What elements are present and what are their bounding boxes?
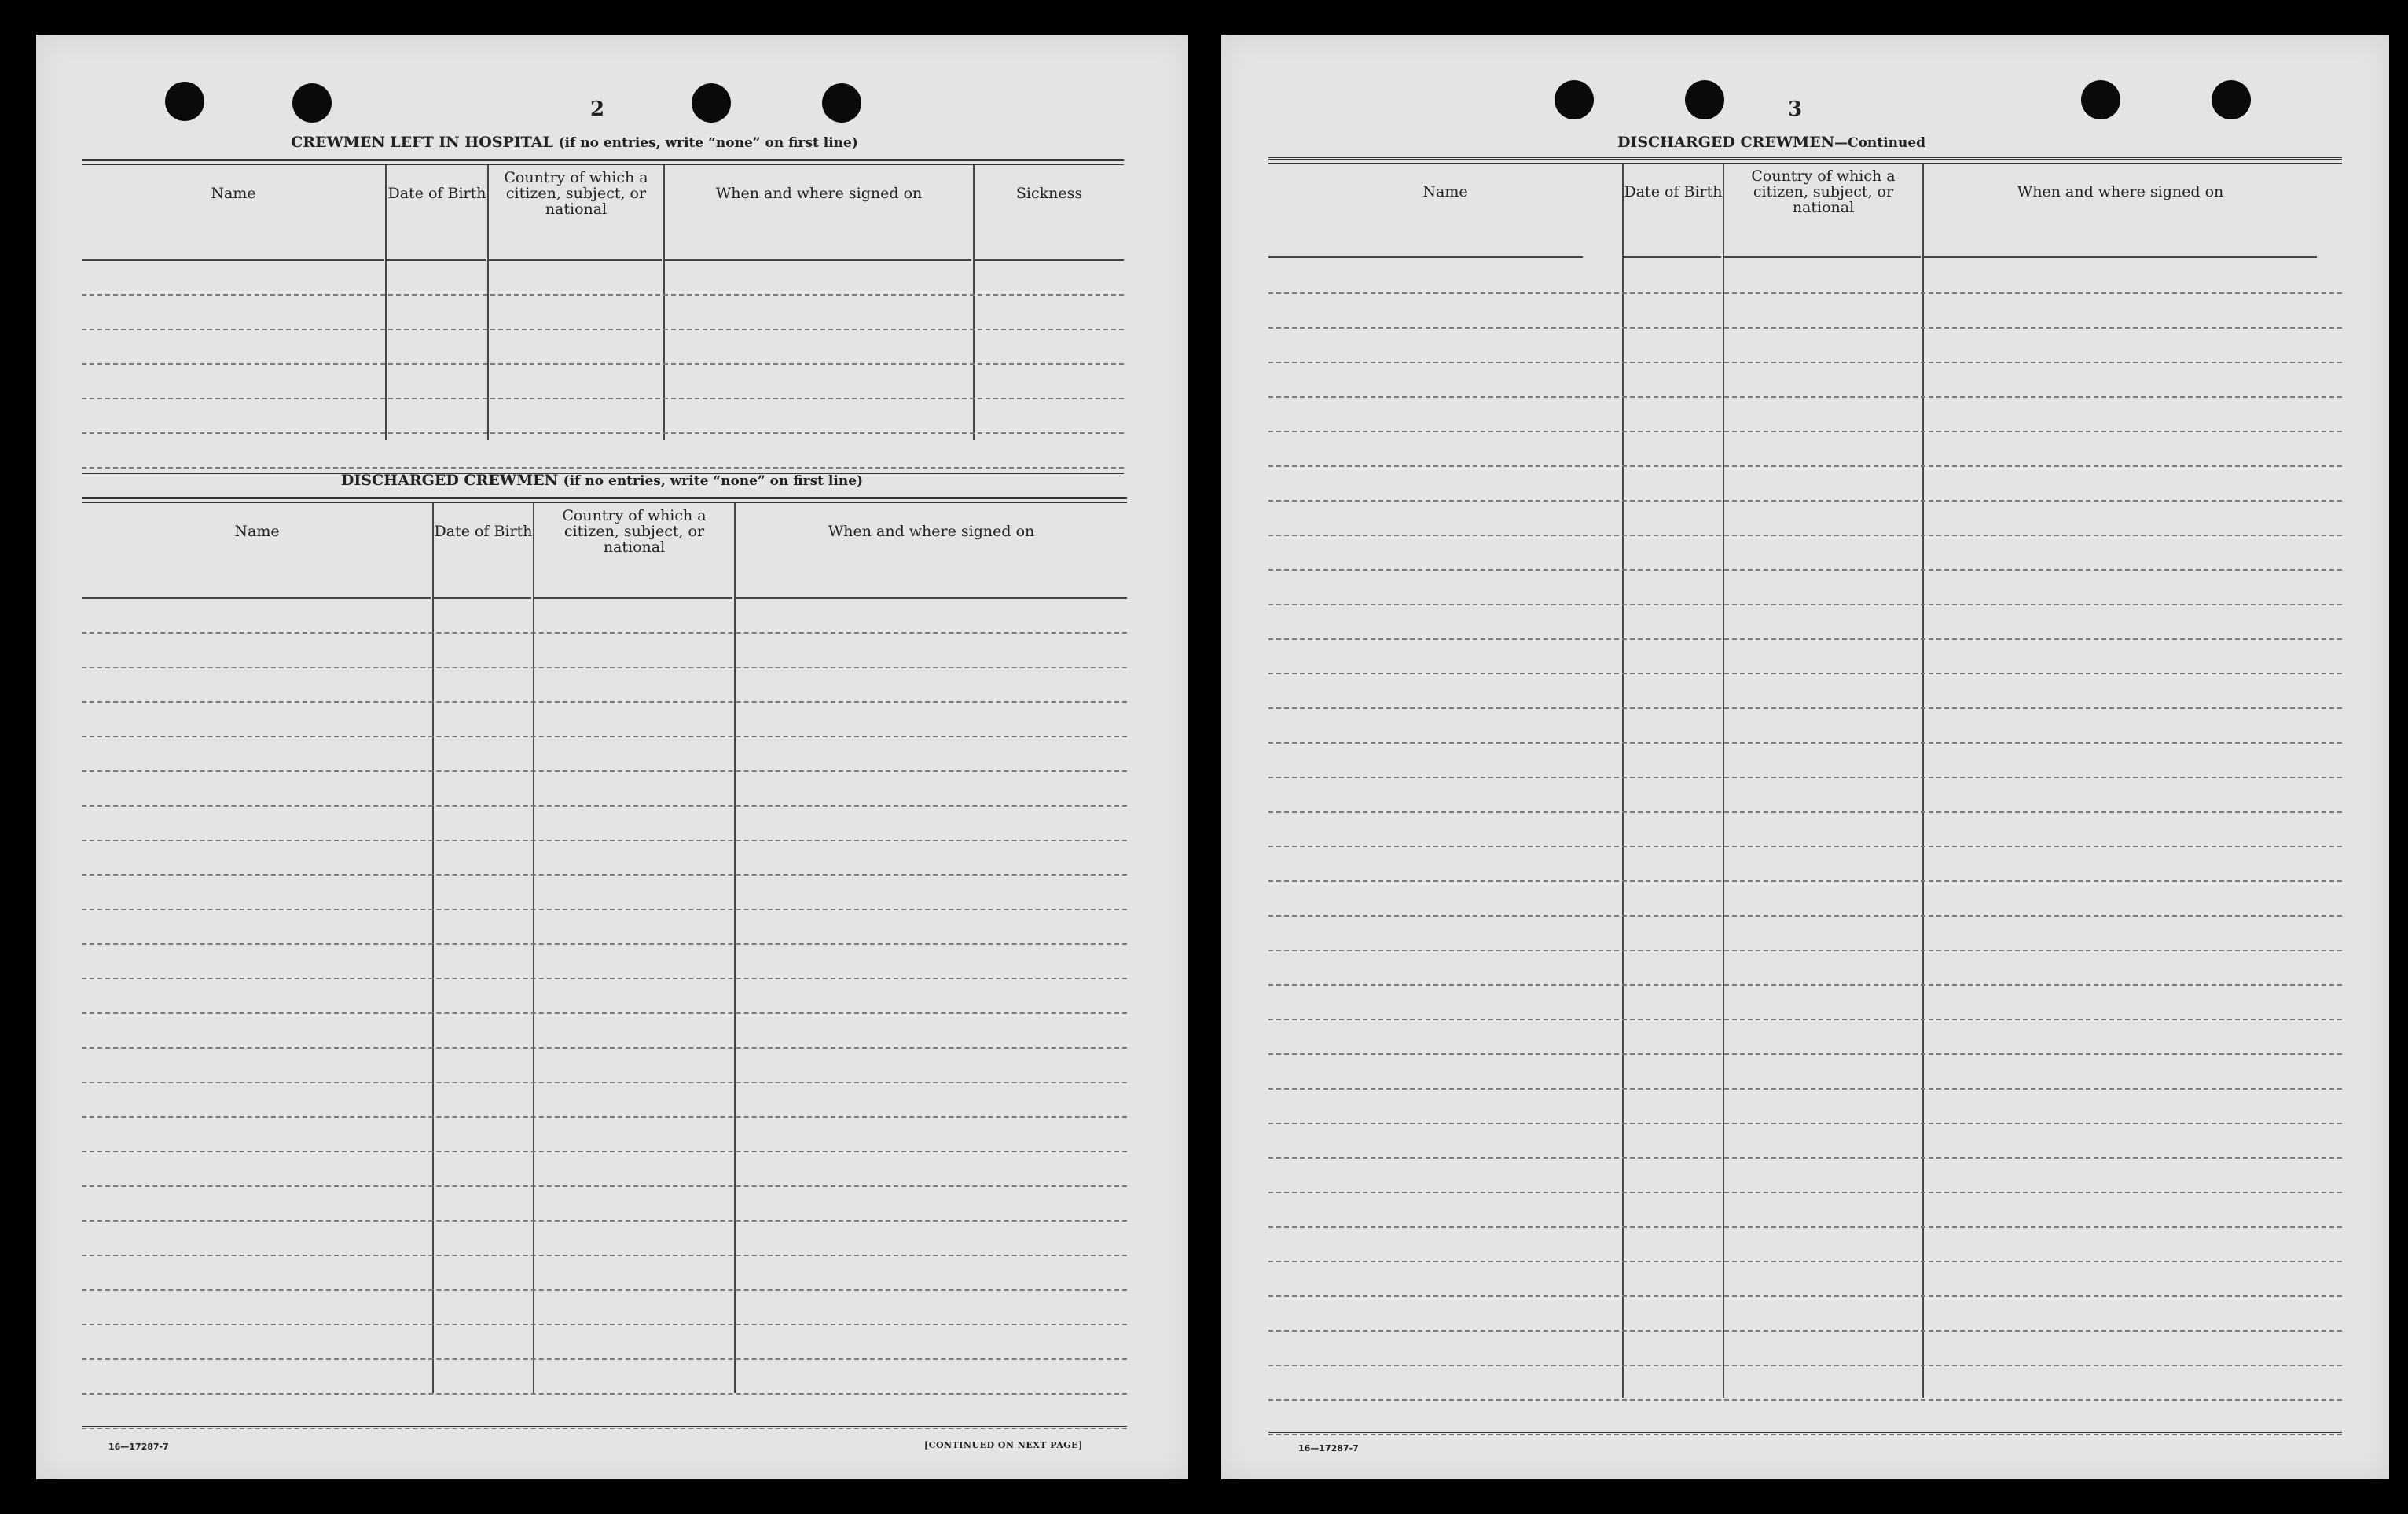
entry-row-line: [1268, 1157, 2342, 1159]
column-header-date-of-birth: Date of Birth: [387, 185, 486, 202]
page-number: 2: [589, 97, 605, 121]
entry-row-line: [82, 1289, 1127, 1291]
discharged-title-text: DISCHARGED CREWMEN: [340, 472, 559, 489]
punch-hole: [2081, 80, 2120, 119]
hospital-table: [82, 159, 1124, 480]
discharged-continued-title: [1221, 134, 2322, 151]
column-header-name: Name: [211, 185, 256, 202]
entry-row-line: [1268, 673, 2342, 674]
entry-row-line: [1268, 950, 2342, 951]
hospital-section-title: [36, 134, 1113, 151]
entry-row-line: [82, 1393, 1127, 1395]
entry-row-line: [1268, 1226, 2342, 1228]
entry-row-line: [82, 736, 1127, 737]
entry-row-line: [1268, 604, 2342, 605]
entry-row-line: [82, 467, 1124, 469]
entry-row-line: [82, 294, 1124, 296]
entry-row-line: [82, 398, 1124, 399]
entry-row-line: [82, 770, 1127, 772]
entry-row-line: [1268, 1123, 2342, 1124]
entry-row-line: [82, 1082, 1127, 1083]
column-header-name: Name: [234, 523, 280, 540]
entry-row-line: [1268, 1019, 2342, 1020]
entry-row-line: [1268, 569, 2342, 571]
continued-suffix: —Continued: [1834, 135, 1926, 151]
entry-row-line: [1268, 811, 2342, 813]
punch-hole: [692, 83, 731, 123]
entry-row-line: [82, 1151, 1127, 1152]
right-page: [1221, 35, 2389, 1479]
entry-row-line: [82, 701, 1127, 703]
entry-row-line: [82, 874, 1127, 876]
entry-row-line: [1268, 1053, 2342, 1055]
entry-row-line: [1268, 396, 2342, 398]
entry-row-line: [82, 909, 1127, 910]
entry-row-line: [82, 1358, 1127, 1360]
punch-hole: [1685, 80, 1724, 119]
entry-row-line: [82, 943, 1127, 945]
column-header-country: Country of which a citizen, subject, or national: [504, 169, 648, 218]
discharged-continued-table: [1268, 157, 2342, 1440]
entry-row-line: [1268, 880, 2342, 882]
entry-row-line: [1268, 1365, 2342, 1366]
column-header-sickness: Sickness: [1015, 185, 1083, 202]
entry-row-line: [1268, 1399, 2342, 1401]
entry-row-line: [1268, 327, 2342, 329]
entry-row-line: [1268, 1295, 2342, 1297]
entry-row-line: [1268, 535, 2342, 536]
entry-row-line: [82, 432, 1124, 434]
entry-row-line: [82, 805, 1127, 807]
continued-note: [CONTINUED ON NEXT PAGE]: [924, 1440, 1083, 1450]
entry-row-line: [1268, 465, 2342, 467]
punch-hole: [292, 83, 332, 123]
column-header-signed-on: When and where signed on: [828, 523, 1035, 540]
entry-row-line: [82, 329, 1124, 330]
form-code: 16—17287-7: [1298, 1443, 1359, 1453]
entry-row-line: [82, 978, 1127, 979]
entry-row-line: [1268, 742, 2342, 744]
entry-row-line: [82, 1185, 1127, 1187]
punch-hole: [2212, 80, 2251, 119]
entry-row-line: [82, 667, 1127, 668]
hospital-instruction: (if no entries, write “none” on first line): [558, 135, 858, 151]
entry-row-line: [1268, 638, 2342, 640]
discharged-instruction: (if no entries, write “none” on first line): [563, 473, 864, 489]
column-header-country: Country of which a citizen, subject, or national: [1751, 167, 1896, 216]
page-number: 3: [1787, 97, 1803, 121]
column-header-signed-on: When and where signed on: [2017, 183, 2224, 200]
entry-row-line: [1268, 1261, 2342, 1262]
entry-row-line: [1268, 1088, 2342, 1090]
entry-row-line: [1268, 777, 2342, 778]
hospital-title-text: CREWMEN LEFT IN HOSPITAL: [291, 134, 553, 151]
entry-row-line: [1268, 1192, 2342, 1193]
entry-row-line: [82, 363, 1124, 365]
entry-row-line: [1268, 362, 2342, 363]
entry-row-line: [82, 1255, 1127, 1256]
entry-row-line: [1268, 1330, 2342, 1332]
entry-row-line: [82, 1324, 1127, 1325]
discharged-section-title: [36, 472, 1168, 489]
column-header-name: Name: [1422, 183, 1468, 200]
entry-row-line: [82, 1047, 1127, 1049]
entry-row-line: [82, 1012, 1127, 1014]
entry-row-line: [1268, 707, 2342, 709]
entry-row-line: [82, 632, 1127, 634]
column-header-date-of-birth: Date of Birth: [1624, 183, 1723, 200]
punch-hole: [165, 82, 204, 121]
entry-row-line: [82, 840, 1127, 841]
form-code: 16—17287-7: [108, 1442, 169, 1452]
punch-hole: [1555, 80, 1594, 119]
column-header-date-of-birth: Date of Birth: [434, 523, 533, 540]
entry-row-line: [1268, 915, 2342, 917]
entry-row-line: [1268, 292, 2342, 294]
punch-hole: [822, 83, 861, 123]
column-header-signed-on: When and where signed on: [715, 185, 923, 202]
entry-row-line: [1268, 846, 2342, 847]
entry-row-line: [82, 1220, 1127, 1222]
entry-row-line: [1268, 500, 2342, 502]
discharged-continued-title-text: DISCHARGED CREWMEN: [1617, 134, 1835, 151]
column-header-country: Country of which a citizen, subject, or national: [562, 507, 707, 556]
discharged-table: [82, 497, 1127, 1437]
entry-row-line: [1268, 431, 2342, 432]
left-page: [36, 35, 1188, 1479]
entry-row-line: [82, 1116, 1127, 1118]
entry-row-line: [1268, 984, 2342, 986]
